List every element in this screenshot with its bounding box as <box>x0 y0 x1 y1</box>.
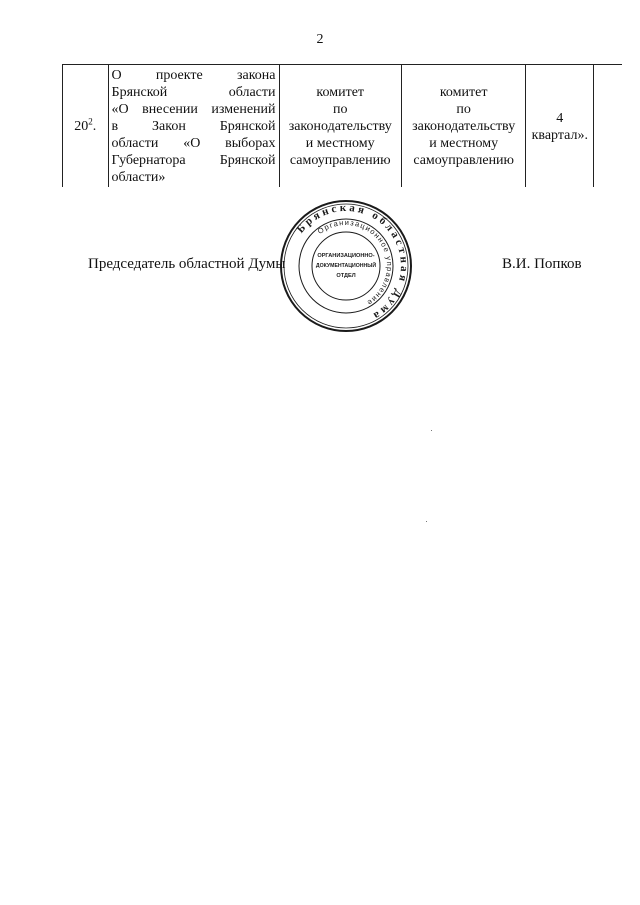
seal-center-line: ОТДЕЛ <box>336 273 356 279</box>
responsible-line: и местному <box>429 136 499 151</box>
committee-line: законодательству <box>288 119 392 134</box>
term-line: 4 <box>556 110 564 126</box>
committee-cell <box>279 65 401 188</box>
responsible-line: законодательству <box>412 119 516 134</box>
committee-line: комитет <box>316 85 365 100</box>
plan-table <box>62 64 622 187</box>
row-number-cell <box>63 65 109 188</box>
page-number: 2 <box>316 32 324 47</box>
responsible-cell <box>401 65 525 188</box>
table-row <box>63 65 623 188</box>
title-line: О проекте закона <box>111 68 276 83</box>
title-line: области» <box>111 170 166 185</box>
row-number-superscript: 2 <box>88 116 93 127</box>
seal-center-line: ДОКУМЕНТАЦИОННЫЙ <box>315 263 377 269</box>
signature-position: Председатель областной Думы <box>88 256 286 272</box>
seal-inner-text: Организационное управление <box>315 217 395 308</box>
row-title-cell <box>108 65 279 188</box>
title-line: Брянской области <box>111 85 276 100</box>
row-number: 20 <box>74 119 89 134</box>
signature-name: В.И. Попков <box>502 256 582 272</box>
empty-cell <box>594 65 622 188</box>
title-line: Губернатора Брянской <box>111 153 276 168</box>
responsible-line: самоуправлению <box>413 153 515 168</box>
row-number-suffix: . <box>92 119 97 134</box>
title-line: «О внесении изменений <box>111 102 276 117</box>
seal-outer-text: Брянская областная Дума <box>294 201 411 324</box>
responsible-line: по <box>456 102 471 117</box>
responsible-line: комитет <box>439 85 488 100</box>
term-line: квартал». <box>531 127 588 143</box>
scan-speck <box>426 521 427 522</box>
title-line: области «О выборах <box>111 136 276 151</box>
term-cell <box>526 65 594 188</box>
scan-speck <box>431 430 432 431</box>
committee-line: по <box>332 102 348 117</box>
committee-line: и местному <box>305 136 375 151</box>
seal-center-line: ОРГАНИЗАЦИОННО- <box>317 253 375 259</box>
committee-line: самоуправлению <box>289 153 391 168</box>
title-line: в Закон Брянской <box>111 119 276 134</box>
plan-table-wrapper <box>62 64 622 187</box>
official-seal <box>279 199 413 333</box>
